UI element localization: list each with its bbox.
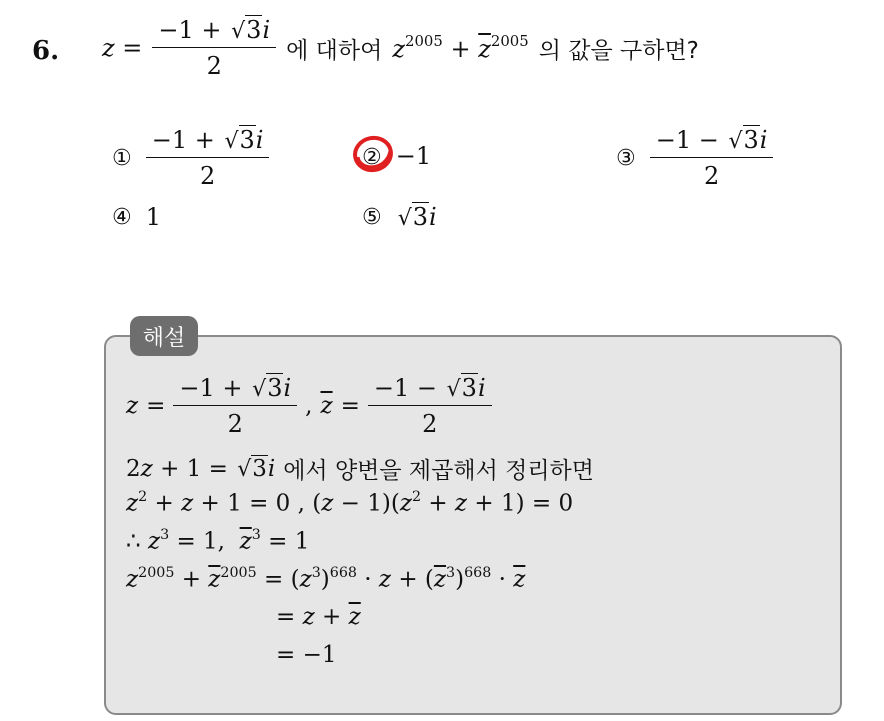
solution-line-3: ∴ $z^3 = 1$, $\overline{z}^3 = 1$ [126, 526, 310, 555]
prompt-expression: $z^{2005} + \overline{z}^{2005}$ [392, 32, 529, 63]
choice-2[interactable]: ② −1 [362, 142, 431, 170]
choice-4[interactable]: ④ 1 [112, 203, 162, 231]
choice-3[interactable]: ③ $\frac{-1 - √3i}{2}$ [616, 128, 773, 188]
prompt-end: 의 값을 구하면? [538, 37, 699, 64]
solution-line-6: = −1 [276, 642, 337, 668]
prompt-mid: 에 대하여 [286, 37, 383, 64]
solution-line-4: $z^{2005} + \overline{z}^{2005} = (z^3)^{668} \cdot z + (\overline{z}^3)^{668} \cdot \overline{z}$ [126, 564, 526, 593]
choice-5[interactable]: ⑤ √3i [362, 203, 437, 231]
choice-1[interactable]: ① $\frac{-1 + √3i}{2}$ [112, 128, 269, 188]
z-fraction: $\frac{-1 + √3i}{2}$ [152, 18, 276, 78]
solution-tag: 해설 [130, 316, 198, 356]
question-number: 6. [32, 36, 60, 66]
solution-line-1: 2z + 1 = √3i 에서 양변을 제곱해서 정리하면 [126, 455, 594, 484]
solution-line-2: $z^2 + z + 1 = 0$ , $(z - 1)(z^2 + z + 1) = 0$ [126, 488, 574, 517]
solution-line-5: = $z + \overline{z}$ [276, 604, 361, 630]
question-text [102, 18, 699, 78]
choice-2-value: −1 [395, 142, 432, 170]
solution-line-z: z = $\frac{-1 + √3i}{2}$ , $\overline{z}$ = $\frac{-1 - √3i}{2}$ [126, 376, 492, 436]
selection-circle-icon [350, 131, 396, 177]
z-equals: z = [102, 34, 143, 62]
